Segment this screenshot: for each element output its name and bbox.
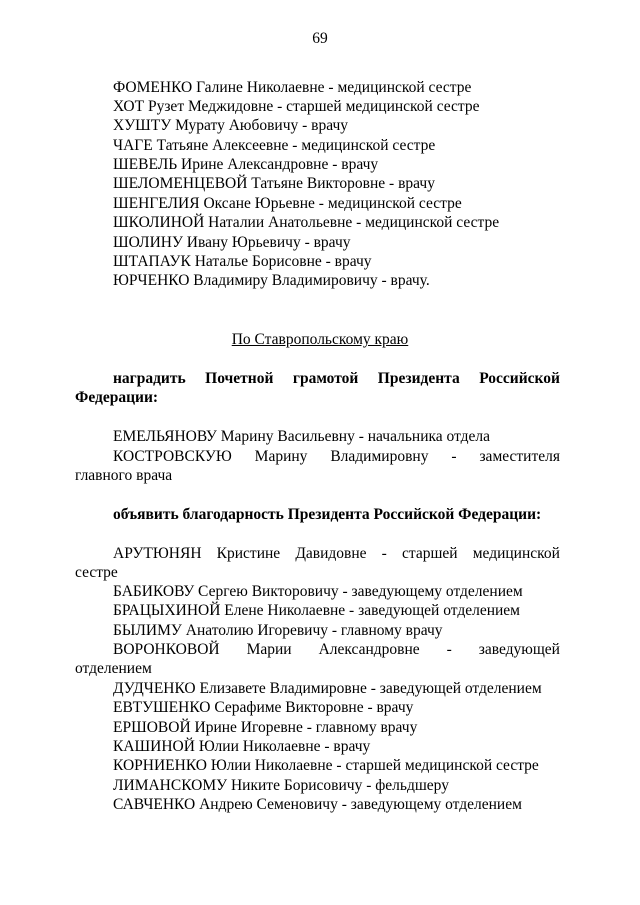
- list-item: ДУДЧЕНКО Елизавете Владимировне - заведующей отделением: [113, 680, 542, 697]
- list-item-word: Александровне: [318, 641, 420, 658]
- list-item: ЕВТУШЕНКО Серафиме Викторовне - врачу: [113, 699, 414, 716]
- award-heading-word: грамотой: [292, 370, 359, 387]
- list-item: ШЕЛОМЕНЦЕВОЙ Татьяне Викторовне - врачу: [113, 175, 435, 192]
- list-item: ШКОЛИНОЙ Наталии Анатольевне - медицинской сестре: [113, 214, 500, 231]
- list-item-word: медицинской: [472, 545, 560, 562]
- gratitude-heading: объявить благодарность Президента Российской Федерации:: [113, 506, 542, 523]
- list-item-word: Марии: [246, 641, 292, 658]
- list-item: ХОТ Рузет Меджидовне - старшей медицинской сестре: [113, 98, 480, 115]
- list-item: КАШИНОЙ Юлии Николаевне - врачу: [113, 738, 371, 755]
- list-item: ЕМЕЛЬЯНОВУ Марину Васильевну - начальника отдела: [113, 428, 491, 445]
- list-item-word: КОСТРОВСКУЮ: [113, 448, 232, 465]
- list-item: ШЕНГЕЛИЯ Оксане Юрьевне - медицинской сестре: [113, 195, 462, 212]
- list-item: КОРНИЕНКО Юлии Николаевне - старшей медицинской сестре: [113, 757, 539, 774]
- list-item: ЕРШОВОЙ Ирине Игоревне - главному врачу: [113, 719, 418, 736]
- list-item-word: АРУТЮНЯН: [113, 545, 202, 562]
- list-item-word: Марину: [254, 448, 308, 465]
- list-item: [113, 447, 560, 467]
- list-item-word: Кристине: [216, 545, 281, 562]
- award-heading-word: Президента: [377, 370, 460, 387]
- list-item-word: Владимировну: [330, 448, 429, 465]
- list-item: ЛИМАНСКОМУ Никите Борисовичу - фельдшеру: [113, 777, 449, 794]
- list-item-word: ВОРОНКОВОЙ: [113, 641, 220, 658]
- list-item: БЫЛИМУ Анатолию Игоревичу - главному врачу: [113, 622, 443, 639]
- award-heading: [113, 369, 560, 389]
- list-item: ШЕВЕЛЬ Ирине Александровне - врачу: [113, 156, 379, 173]
- award-heading-word: наградить: [113, 370, 186, 387]
- list-item-continuation: сестре: [75, 564, 118, 581]
- list-item-word: -: [451, 448, 457, 465]
- list-item-word: -: [381, 545, 387, 562]
- list-item-word: заместителя: [479, 448, 560, 465]
- award-heading-continuation: Федерации:: [75, 389, 159, 406]
- list-item: ШТАПАУК Наталье Борисовне - врачу: [113, 253, 372, 270]
- award-heading-word: Почетной: [205, 370, 274, 387]
- award-heading-word: Российской: [479, 370, 560, 387]
- list-item-continuation: отделением: [75, 660, 152, 677]
- list-item: ЮРЧЕНКО Владимиру Владимировичу - врачу.: [113, 272, 430, 289]
- region-heading: По Ставропольскому краю: [231, 331, 409, 348]
- list-item: ШОЛИНУ Ивану Юрьевичу - врачу: [113, 234, 351, 251]
- list-item: ХУШТУ Мурату Аюбовичу - врачу: [113, 117, 349, 134]
- list-item-word: старшей: [401, 545, 458, 562]
- list-item: ФОМЕНКО Галине Николаевне - медицинской сестре: [113, 79, 472, 96]
- list-item: САВЧЕНКО Андрею Семеновичу - заведующему отделением: [113, 796, 522, 813]
- list-item: [113, 544, 560, 564]
- list-item: БРАЦЫХИНОЙ Елене Николаевне - заведующей отделением: [113, 602, 520, 619]
- list-item: ЧАГЕ Татьяне Алексеевне - медицинской сестре: [113, 137, 436, 154]
- page-number: 69: [312, 30, 328, 47]
- list-item-word: заведующей: [478, 641, 560, 658]
- list-item-word: -: [446, 641, 452, 658]
- list-item-continuation: главного врача: [75, 467, 173, 484]
- list-item: [113, 640, 560, 660]
- list-item: БАБИКОВУ Сергею Викторовичу - заведующему отделением: [113, 583, 523, 600]
- list-item-word: Давидовне: [295, 545, 367, 562]
